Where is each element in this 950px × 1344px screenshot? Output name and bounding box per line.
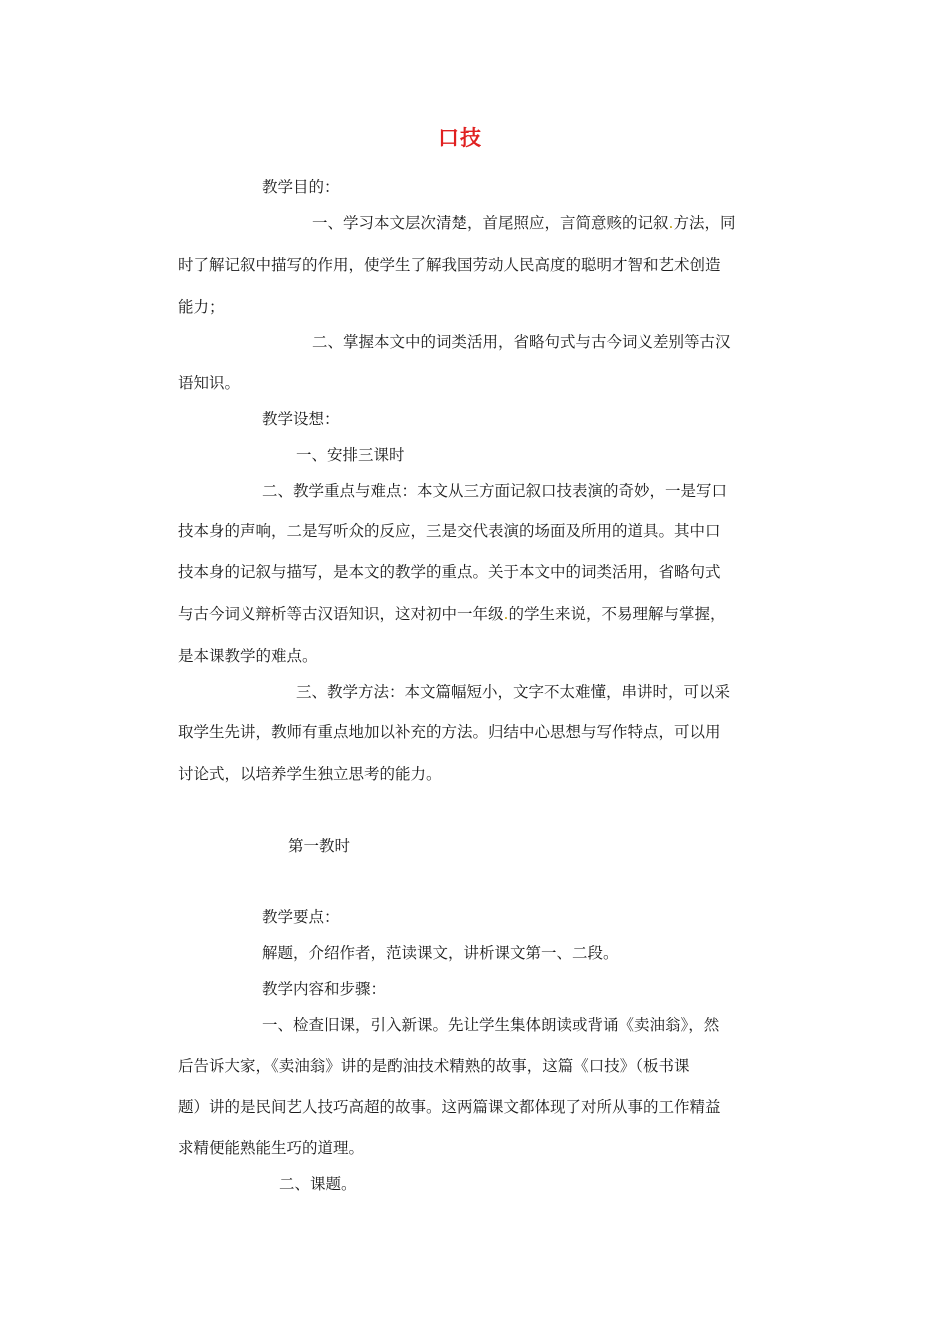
plan-item-2-line2: 技本身的声响，二是写听众的反应，三是交代表演的场面及所用的道具。其中口	[178, 522, 721, 540]
step-1-line3: 题）讲的是民间艺人技巧高超的故事。这两篇课文都体现了对所从事的工作精益	[178, 1098, 721, 1116]
plan-item-2-line1: 二、教学重点与难点：本文从三方面记叙口技表演的奇妙，一是写口	[262, 482, 728, 500]
plan-heading: 教学设想：	[262, 410, 340, 428]
page-title: 口技	[438, 126, 482, 150]
plan-item-3-line2: 取学生先讲，教师有重点地加以补充的方法。归结中心思想与写作特点，可以用	[178, 723, 721, 741]
plan-item-2-line3: 技本身的记叙与描写，是本文的教学的重点。关于本文中的词类活用，省略句式	[178, 563, 721, 581]
dot-mark: .	[503, 605, 509, 623]
plan-item-2-line5: 是本课教学的难点。	[178, 647, 318, 665]
goal-heading: 教学目的：	[262, 178, 340, 196]
step-1-line2: 后告诉大家，《卖油翁》讲的是酌油技术精熟的故事，这篇《口技》（板书课	[178, 1057, 690, 1075]
goal2-line2: 语知识。	[178, 374, 241, 392]
steps-heading: 教学内容和步骤：	[262, 980, 387, 998]
plan-item-1: 一、安排三课时	[296, 446, 405, 464]
key-points-body: 解题，介绍作者，范读课文，讲析课文第一、二段。	[262, 944, 619, 962]
goal1-line1: 一、学习本文层次清楚，首尾照应，言简意赅的记叙.方法，同	[312, 214, 736, 232]
plan-item-2-line4: 与古今词义辩析等古汉语知识，这对初中一年级.的学生来说，不易理解与掌握，	[178, 605, 726, 623]
goal1-line3: 能力；	[178, 298, 225, 316]
step-2: 二、课题。	[279, 1175, 357, 1193]
lesson-heading: 第一教时	[288, 837, 351, 855]
goal1-line2: 时了解记叙中描写的作用，使学生了解我国劳动人民高度的聪明才智和艺术创造	[178, 256, 721, 274]
step-1-line4: 求精便能熟能生巧的道理。	[178, 1139, 365, 1157]
plan-item-3-line3: 讨论式，以培养学生独立思考的能力。	[178, 765, 442, 783]
plan-item-3-line1: 三、教学方法：本文篇幅短小，文字不太难懂，串讲时，可以采	[296, 683, 731, 701]
goal2-line1: 二、掌握本文中的词类活用，省略句式与古今词义差别等古汉	[312, 333, 731, 351]
key-points-heading: 教学要点：	[262, 908, 340, 926]
step-1-line1: 一、检查旧课，引入新课。先让学生集体朗读或背诵《卖油翁》，然	[262, 1016, 720, 1034]
dot-mark: .	[668, 214, 674, 232]
